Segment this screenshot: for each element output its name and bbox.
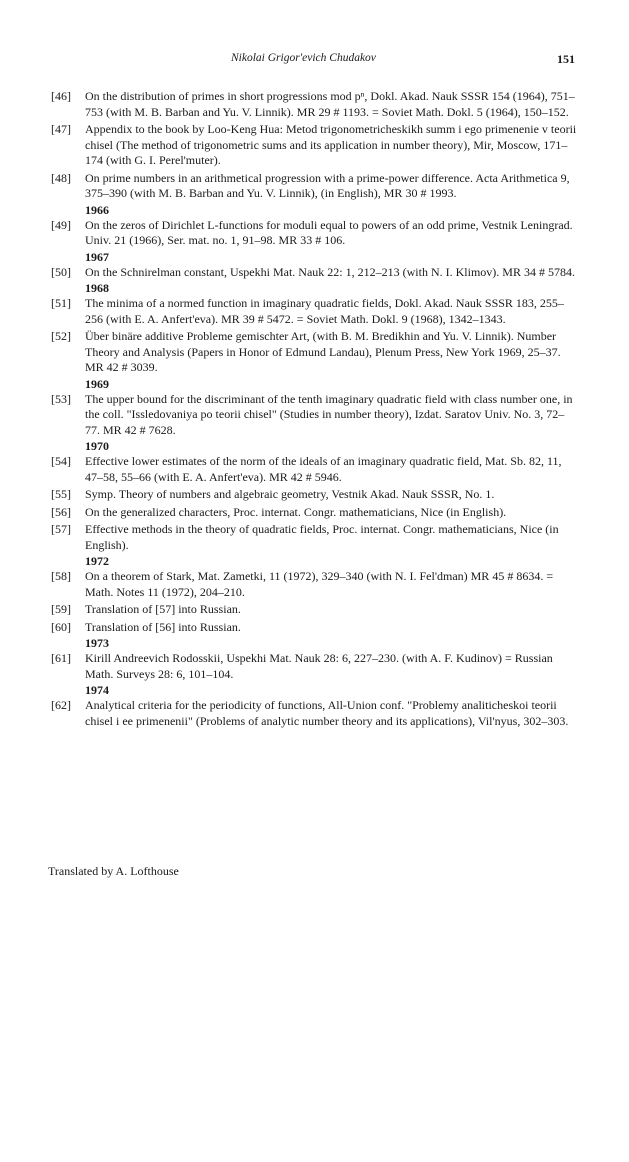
- year-heading: 1967: [85, 249, 109, 264]
- reference-entry: [51, 698, 579, 729]
- reference-text: Translation of [57] into Russian.: [85, 602, 241, 616]
- reference-number: [47]: [51, 122, 71, 136]
- reference-entry: [51, 602, 579, 618]
- year-heading: 1973: [85, 636, 109, 650]
- page-header: [0, 52, 629, 70]
- reference-number: [54]: [51, 454, 71, 468]
- reference-number: [46]: [51, 89, 71, 103]
- reference-entry: [51, 265, 579, 281]
- year-heading: 1972: [85, 554, 109, 568]
- reference-number: [50]: [51, 264, 71, 279]
- reference-number: [52]: [51, 329, 71, 343]
- reference-entry: [51, 522, 579, 553]
- reference-number: [51]: [51, 296, 71, 310]
- reference-entry: [51, 620, 579, 636]
- reference-text: Symp. Theory of numbers and algebraic geometry, Vestnik Akad. Nauk SSSR, No. 1.: [85, 487, 495, 501]
- reference-text: The minima of a normed function in imaginary quadratic fields, Dokl. Akad. Nauk SSSR 183, 255–256 (with E. A. Anfert'eva). MR 39 # 5472. = Soviet Math. Dokl. 9 (1968), 1342–1343.: [85, 296, 564, 326]
- reference-number: [62]: [51, 698, 71, 712]
- year-heading: 1968: [85, 281, 109, 295]
- reference-text: On the generalized characters, Proc. internat. Congr. mathematicians, Nice (in English).: [85, 504, 507, 519]
- translator-credit: Translated by A. Lofthouse: [48, 864, 179, 878]
- year-heading: 1966: [85, 202, 109, 217]
- reference-entry: [51, 171, 579, 202]
- reference-text: On the Schnirelman constant, Uspekhi Mat. Nauk 22: 1, 212–213 (with N. I. Klimov). MR 34 # 5784.: [85, 264, 575, 279]
- reference-number: [49]: [51, 217, 71, 232]
- reference-number: [61]: [51, 651, 71, 665]
- reference-text: Über binäre additive Probleme gemischter Art, (with B. M. Bredikhin and Yu. V. Linnik). Number Theory and Analysis (Papers in Honor of Edmund Landau), Plenum Press, New York 1969, 25–37. MR 42 # 3039.: [85, 329, 561, 374]
- reference-entry: [51, 218, 579, 249]
- reference-entry: [51, 505, 579, 521]
- reference-list: [51, 89, 579, 729]
- year-heading: 1969: [85, 376, 109, 391]
- reference-text: The upper bound for the discriminant of the tenth imaginary quadratic field with class number one, in the coll. "Issledovaniya po teorii chisel" (Studies in number theory), Izdat. Saratov Univ. No. 3, 72–77. MR 42 # 7628.: [85, 391, 573, 437]
- reference-entry: [51, 487, 579, 503]
- year-heading: 1970: [85, 439, 109, 453]
- reference-number: [48]: [51, 170, 71, 185]
- reference-number: [56]: [51, 504, 71, 519]
- reference-text: On the distribution of primes in short progressions mod pⁿ, Dokl. Akad. Nauk SSSR 154 (1964), 751–753 (with M. B. Barban and Yu. V. Linnik). MR 29 # 1193. = Soviet Math. Dokl. 5 (1964), 150–152.: [85, 89, 575, 119]
- reference-text: Kirill Andreevich Rodosskii, Uspekhi Mat. Nauk 28: 6, 227–230. (with A. F. Kudinov) = Russian Math. Surveys 28: 6, 101–104.: [85, 651, 553, 681]
- reference-number: [60]: [51, 619, 71, 634]
- running-head: Nikolai Grigor'evich Chudakov: [231, 52, 376, 64]
- reference-entry: [51, 296, 579, 327]
- reference-text: Appendix to the book by Loo-Keng Hua: Metod trigonometricheskikh summ i ego primenenie v teorii chisel (The method of trigonometric sums and its application in number theory), Mir, Moscow, 171–174 (with G. I. Perel'muter).: [85, 122, 577, 167]
- reference-entry: [51, 122, 579, 169]
- reference-entry: [51, 454, 579, 485]
- reference-entry: [51, 569, 579, 600]
- reference-number: [53]: [51, 391, 71, 406]
- reference-text: Effective methods in the theory of quadratic fields, Proc. internat. Congr. mathematicians, Nice (in English).: [85, 522, 559, 552]
- reference-text: On the zeros of Dirichlet L-functions for moduli equal to powers of an odd prime, Vestnik Leningrad. Univ. 21 (1966), Ser. mat. no. 1, 91–98. MR 33 # 106.: [85, 217, 573, 247]
- reference-text: On prime numbers in an arithmetical progression with a prime-power difference. Acta Arithmetica 9, 375–390 (with M. B. Barban and Yu. V. Linnik), (in English), MR 30 # 1993.: [85, 170, 570, 200]
- reference-number: [55]: [51, 487, 71, 501]
- page-number: 151: [557, 52, 575, 66]
- year-heading: 1974: [85, 683, 109, 697]
- reference-text: Analytical criteria for the periodicity of functions, All-Union conf. "Problemy analiticheskoi teorii chisel i ee primenenii" (Problems of analytic number theory and its applications), Vil'nyus, 302–303.: [85, 698, 569, 728]
- reference-text: Translation of [56] into Russian.: [85, 619, 241, 634]
- reference-number: [59]: [51, 602, 71, 616]
- reference-number: [58]: [51, 569, 71, 583]
- reference-entry: [51, 651, 579, 682]
- reference-entry: [51, 329, 579, 376]
- reference-number: [57]: [51, 522, 71, 536]
- reference-entry: [51, 89, 579, 120]
- reference-text: Effective lower estimates of the norm of the ideals of an imaginary quadratic field, Mat. Sb. 82, 11, 47–58, 55–66 (with E. A. Anfert'eva). MR 42 # 5946.: [85, 454, 562, 484]
- reference-entry: [51, 392, 579, 439]
- reference-text: On a theorem of Stark, Mat. Zametki, 11 (1972), 329–340 (with N. I. Fel'dman) MR 45 # 8634. = Math. Notes 11 (1972), 204–210.: [85, 569, 554, 599]
